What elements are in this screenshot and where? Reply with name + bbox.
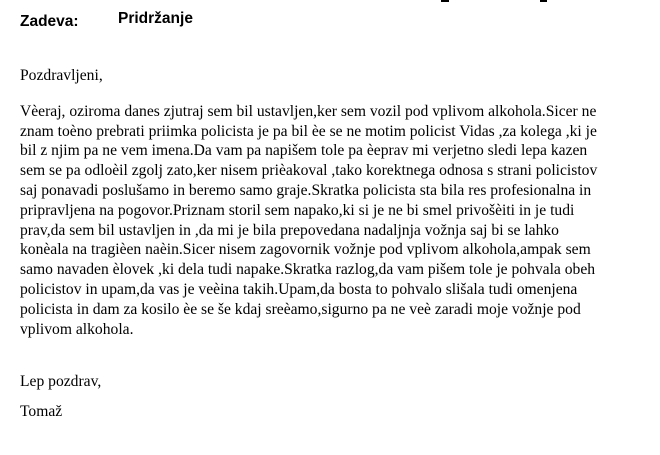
closing: Lep pozdrav, (20, 373, 102, 391)
body-line: bil z njim pa ne vem imena.Da vam pa napišem tole pa èeprav mi verjetno sledi lepa kazen (20, 142, 588, 160)
letter-body (20, 66, 645, 422)
body-paragraph (20, 102, 645, 340)
body-line: pripravljena na pogovor.Priznam storil sem napako,ki si je ne bi smel privošèiti in je tudi (20, 201, 575, 219)
body-line: Vèeraj, oziroma danes zjutraj sem bil ustavljen,ker sem vozil pod vplivom alkohola.Sicer ne (20, 102, 597, 120)
greeting: Pozdravljeni, (20, 67, 103, 84)
body-line: vplivom alkohola. (20, 320, 134, 338)
body-line: konèala na tragièen naèin.Sicer nisem zagovornik vožnje pod vplivom alkohola,ampak sem (20, 241, 591, 259)
body-line: samo navaden èlovek ,ki dela tudi napake.Skratka razlog,da vam pišem tole je pohvala obeh (20, 261, 596, 279)
subject-value: Pridržanje (118, 10, 193, 27)
body-line: znam toèno prebrati priimka policista je pa bil èe se ne motim policist Vidas ,za kolega ,ki je (20, 122, 597, 140)
body-line: policista in dam za kosilo èe se še kdaj sreèamo,sigurno pa ne veè zaradi moje vožnje pod (20, 300, 581, 318)
body-line: prav,da sem bil ustavljen in ,da mi je bila prepovedana nadaljnja vožnja saj bi se lahko (20, 221, 559, 239)
top-edge-mark (540, 0, 547, 2)
body-line: saj ponavadi poslušamo in beremo samo graje.Skratka policista sta bila res profesionalna in (20, 181, 592, 199)
body-line: sem se pa odloèil zgolj zato,ker nisem prièakoval ,tako korektnega odnosa s strani policistov (20, 162, 598, 180)
subject-label: Zadeva: (20, 13, 79, 30)
top-edge-mark (441, 0, 449, 2)
signature: Tomaž (20, 403, 63, 421)
body-line: policistov in upam,da vas je veèina takih.Upam,da bosta to pohvalo slišala tudi omenjena (20, 280, 578, 298)
